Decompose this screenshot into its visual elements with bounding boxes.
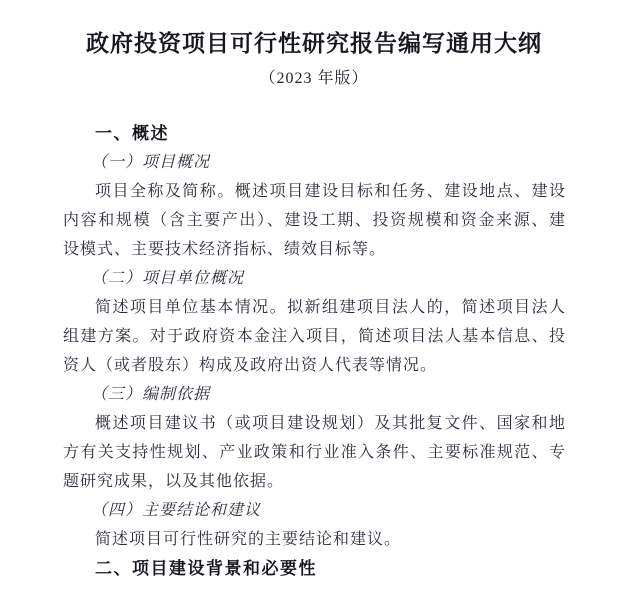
section-heading-1: 一、概述 (95, 124, 169, 143)
paragraph-line: 概述项目建议书（或项目建设规划）及其批复文件、国家和地 (95, 415, 566, 432)
paragraph-line: 简述项目单位基本情况。拟新组建项目法人的，简述项目法人 (95, 299, 566, 316)
section-heading-2: 二、项目建设背景和必要性 (95, 559, 317, 578)
document-subtitle: （2023 年版） (259, 70, 369, 87)
paragraph-line: 组建方案。对于政府资本金注入项目，简述项目法人基本信息、投 (63, 328, 566, 345)
paragraph-line: 题研究成果，以及其他依据。 (63, 473, 285, 490)
subsection-heading-1-2: （二）项目单位概况 (91, 270, 245, 287)
paragraph-line: 设模式、主要技术经济指标、绩效目标等。 (63, 241, 387, 258)
paragraph-line: 内容和规模（含主要产出）、建设工期、投资规模和资金来源、建 (63, 212, 566, 229)
subsection-heading-1-4: （四）主要结论和建议 (91, 502, 262, 519)
subsection-heading-1-3: （三）编制依据 (91, 386, 211, 403)
document-body (63, 119, 566, 583)
paragraph-line: 方有关支持性规划、产业政策和行业准入条件、主要标准规范、专 (63, 444, 566, 461)
document-title: 政府投资项目可行性研究报告编写通用大纲 (86, 31, 542, 56)
subsection-heading-1-1: （一）项目概况 (91, 154, 211, 171)
paragraph-line: 项目全称及简称。概述项目建设目标和任务、建设地点、建设 (95, 183, 566, 200)
paragraph-line: 资人（或者股东）构成及政府出资人代表等情况。 (63, 357, 438, 374)
paragraph-line: 简述项目可行性研究的主要结论和建议。 (95, 531, 402, 548)
